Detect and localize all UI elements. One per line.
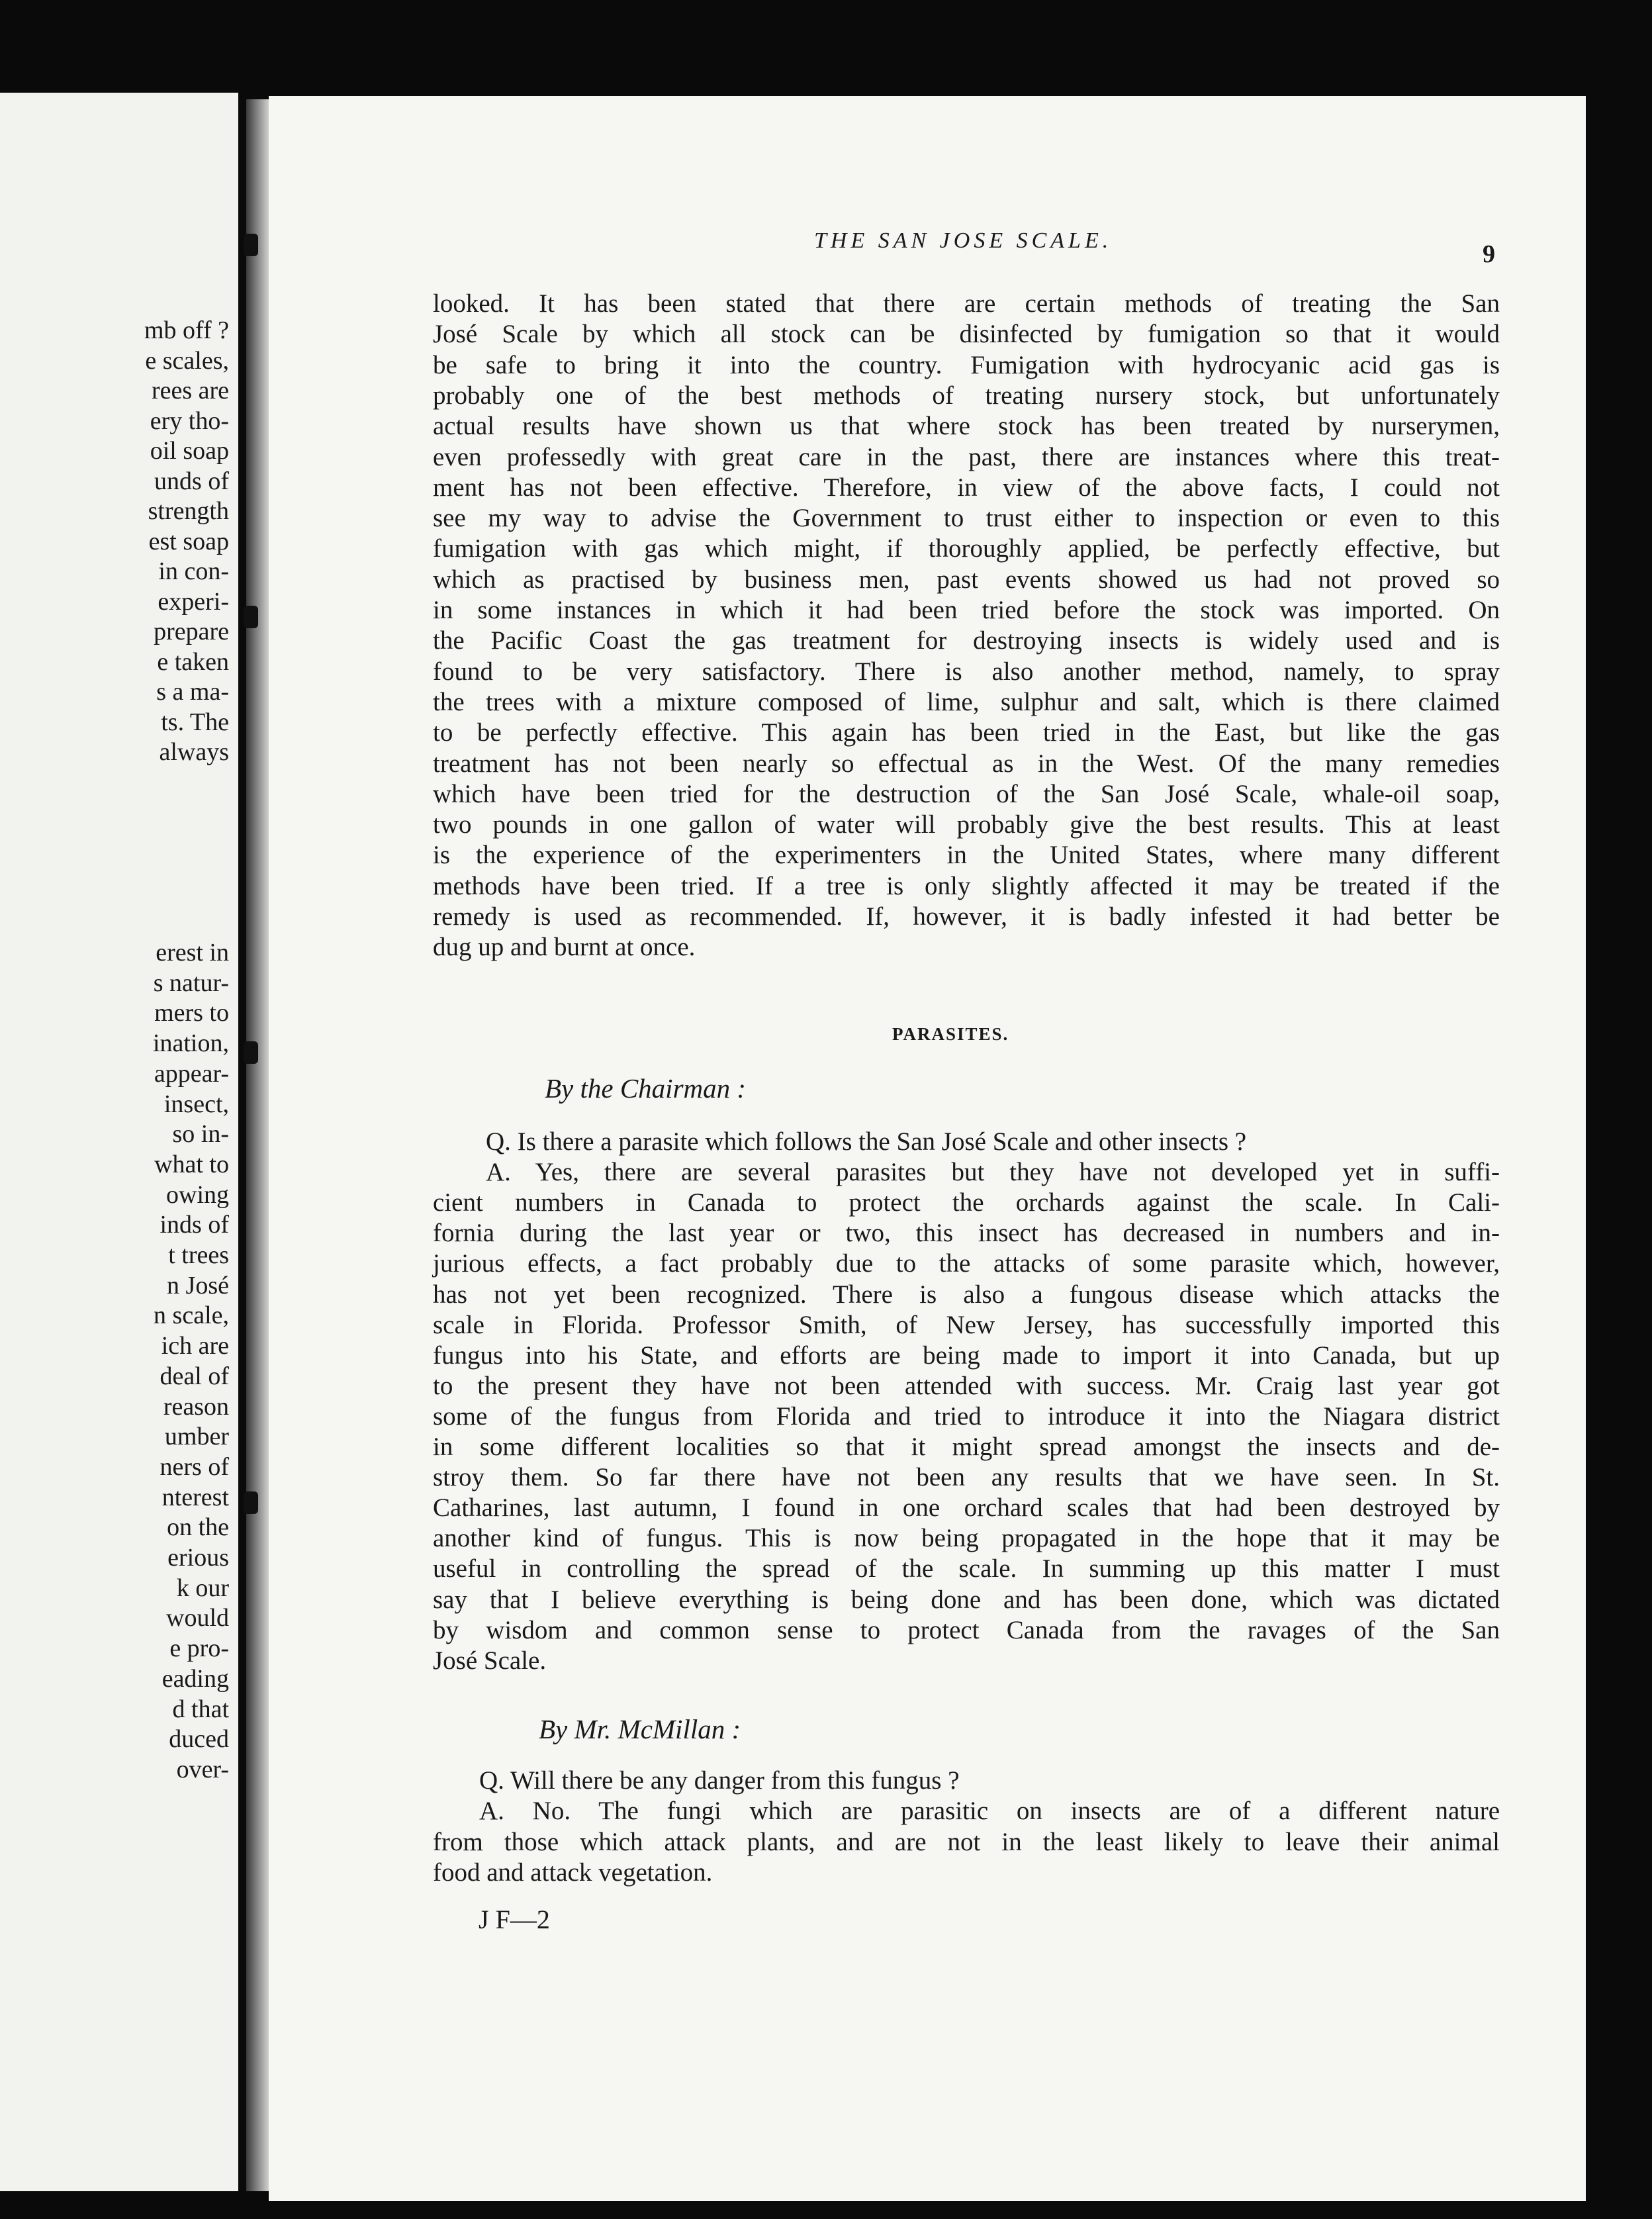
left-page-line: on the bbox=[167, 1513, 229, 1542]
left-page-line: duced bbox=[169, 1725, 229, 1754]
left-page-line: s a ma- bbox=[156, 678, 229, 706]
text-line: fornia during the last year or two, this insect has decreased in numbers and in- bbox=[433, 1219, 1500, 1248]
signature-mark: J F—2 bbox=[479, 1905, 550, 1934]
text-line: A. No. The fungi which are parasitic on insects are of a different nature bbox=[479, 1797, 1500, 1826]
left-page-line: mers to bbox=[154, 999, 229, 1027]
left-page-line: est soap bbox=[148, 527, 229, 555]
text-line: probably one of the best methods of treating nursery stock, but unfortunately bbox=[433, 381, 1500, 410]
left-page-line: erious bbox=[167, 1544, 229, 1572]
speaker-mcmillan: By Mr. McMillan : bbox=[539, 1714, 741, 1744]
left-page-line: nterest bbox=[161, 1483, 229, 1511]
left-page-line: s natur- bbox=[153, 968, 229, 997]
text-line: some of the fungus from Florida and tried to introduce it into the Niagara district bbox=[433, 1401, 1500, 1431]
left-page-line: in con- bbox=[158, 557, 229, 585]
text-line: José Scale by which all stock can be disinfected by fumigation so that it would bbox=[433, 320, 1500, 349]
text-line: to the present they have not been attended with success. Mr. Craig last year got bbox=[433, 1371, 1500, 1400]
left-page-line: inds of bbox=[160, 1211, 229, 1239]
left-page-line: appear- bbox=[154, 1059, 229, 1088]
running-title: THE SAN JOSE SCALE. bbox=[814, 228, 1113, 253]
left-page-line: n scale, bbox=[154, 1301, 229, 1330]
left-page-line: always bbox=[159, 738, 229, 766]
text-line: fumigation with gas which might, if thoroughly applied, be perfectly effective, but bbox=[433, 534, 1500, 563]
left-page-line: deal of bbox=[160, 1362, 229, 1390]
left-page-line: e taken bbox=[157, 647, 229, 676]
text-line: ment has not been effective. Therefore, in view of the above facts, I could not bbox=[433, 473, 1500, 502]
text-line: say that I believe everything is being done and has been done, which was dictated bbox=[433, 1585, 1500, 1614]
text-line: the Pacific Coast the gas treatment for destroying insects is widely used and is bbox=[433, 626, 1500, 655]
text-line: Q. Is there a parasite which follows the San José Scale and other insects ? bbox=[486, 1127, 1247, 1156]
left-page-line: strength bbox=[148, 497, 229, 525]
text-line: the trees with a mixture composed of lime, sulphur and salt, which is there claimed bbox=[433, 687, 1500, 716]
left-page-line: experi- bbox=[158, 587, 229, 616]
text-line: dug up and burnt at once. bbox=[433, 933, 696, 962]
left-page-line: mb off ? bbox=[144, 316, 229, 344]
text-line: useful in controlling the spread of the scale. In summing up this matter I must bbox=[433, 1554, 1500, 1583]
binding-hole bbox=[244, 606, 258, 628]
left-page-line: insect, bbox=[163, 1090, 229, 1118]
left-page-line: umber bbox=[164, 1423, 229, 1451]
left-page-line: ery tho- bbox=[150, 406, 229, 435]
left-page bbox=[0, 93, 238, 2191]
text-line: jurious effects, a fact probably due to the attacks of some parasite which, however, bbox=[433, 1249, 1500, 1278]
left-page-line: d that bbox=[172, 1695, 229, 1723]
left-page-line: so in- bbox=[172, 1120, 229, 1149]
text-line: scale in Florida. Professor Smith, of New Jersey, has successfully imported this bbox=[433, 1310, 1500, 1339]
text-line: by wisdom and common sense to protect Canada from the ravages of the San bbox=[433, 1615, 1500, 1644]
text-line: has not yet been recognized. There is also a fungous disease which attacks the bbox=[433, 1280, 1500, 1309]
text-line: remedy is used as recommended. If, however, it is badly infested it had better be bbox=[433, 902, 1500, 931]
text-line: Q. Will there be any danger from this fungus ? bbox=[479, 1766, 960, 1795]
text-line: cient numbers in Canada to protect the orchards against the scale. In Cali- bbox=[433, 1188, 1500, 1217]
text-line: in some instances in which it had been tried before the stock was imported. On bbox=[433, 596, 1500, 624]
book-gutter bbox=[246, 99, 269, 2191]
text-line: from those which attack plants, and are not in the least likely to leave their animal bbox=[433, 1827, 1500, 1856]
text-line: be safe to bring it into the country. Fumigation with hydrocyanic acid gas is bbox=[433, 350, 1500, 379]
left-page-line: prepare bbox=[154, 618, 229, 645]
left-page-line: would bbox=[166, 1604, 229, 1632]
text-line: food and attack vegetation. bbox=[433, 1858, 713, 1887]
left-page-line: t trees bbox=[168, 1241, 229, 1269]
section-heading: PARASITES. bbox=[892, 1024, 1009, 1044]
text-line: stroy them. So far there have not been any results that we have seen. In St. bbox=[433, 1463, 1500, 1492]
binding-hole bbox=[244, 234, 258, 256]
left-page-line: ners of bbox=[160, 1452, 229, 1481]
text-line: is the experience of the experimenters in the United States, where many different bbox=[433, 841, 1500, 870]
text-line: A. Yes, there are several parasites but they have not developed yet in suffi- bbox=[486, 1158, 1500, 1187]
text-line: another kind of fungus. This is now being propagated in the hope that it may be bbox=[433, 1524, 1500, 1553]
text-line: actual results have shown us that where stock has been treated by nurserymen, bbox=[433, 412, 1500, 441]
text-line: methods have been tried. If a tree is only slightly affected it may be treated if the bbox=[433, 871, 1500, 900]
text-line: treatment has not been nearly so effectual as in the West. Of the many remedies bbox=[433, 749, 1500, 778]
text-line: even professedly with great care in the past, there are instances where this treat- bbox=[433, 442, 1500, 471]
left-page-line: rees are bbox=[151, 377, 229, 404]
speaker-chairman: By the Chairman : bbox=[545, 1073, 747, 1104]
left-page-line: eading bbox=[161, 1664, 229, 1693]
text-line: two pounds in one gallon of water will probably give the best results. This at least bbox=[433, 810, 1500, 839]
binding-hole bbox=[244, 1041, 258, 1064]
left-page-line: ts. The bbox=[161, 708, 229, 736]
left-page-line: owing bbox=[166, 1180, 229, 1209]
text-line: looked. It has been stated that there are certain methods of treating the San bbox=[433, 289, 1500, 318]
text-line: see my way to advise the Government to trust either to inspection or even to this bbox=[433, 504, 1500, 533]
text-line: Catharines, last autumn, I found in one orchard scales that had been destroyed by bbox=[433, 1493, 1500, 1523]
text-line: José Scale. bbox=[433, 1646, 547, 1675]
left-page-line: ich are bbox=[161, 1332, 229, 1360]
left-page-line: n José bbox=[167, 1271, 229, 1299]
text-line: which as practised by business men, past events showed us had not proved so bbox=[433, 565, 1500, 594]
left-page-line: reason bbox=[163, 1392, 229, 1421]
left-page-line: ination, bbox=[152, 1029, 229, 1058]
left-page-line: oil soap bbox=[150, 437, 229, 465]
text-line: which have been tried for the destruction of the San José Scale, whale-oil soap, bbox=[433, 779, 1500, 808]
left-page-line: k our bbox=[176, 1574, 229, 1602]
text-line: fungus into his State, and efforts are being made to import it into Canada, but up bbox=[433, 1341, 1500, 1370]
left-page-line: e pro- bbox=[169, 1634, 229, 1663]
left-page-line: erest in bbox=[156, 939, 229, 967]
left-page-line: e scales, bbox=[145, 346, 229, 375]
left-page-line: what to bbox=[154, 1150, 229, 1178]
left-page-line: unds of bbox=[154, 467, 229, 495]
left-page-line: over- bbox=[176, 1755, 229, 1783]
binding-hole bbox=[244, 1491, 258, 1514]
text-line: found to be very satisfactory. There is also another method, namely, to spray bbox=[433, 657, 1500, 686]
text-line: to be perfectly effective. This again has been tried in the East, but like the gas bbox=[433, 718, 1500, 747]
page-number: 9 bbox=[1483, 240, 1495, 268]
text-line: in some different localities so that it might spread amongst the insects and de- bbox=[433, 1433, 1500, 1461]
